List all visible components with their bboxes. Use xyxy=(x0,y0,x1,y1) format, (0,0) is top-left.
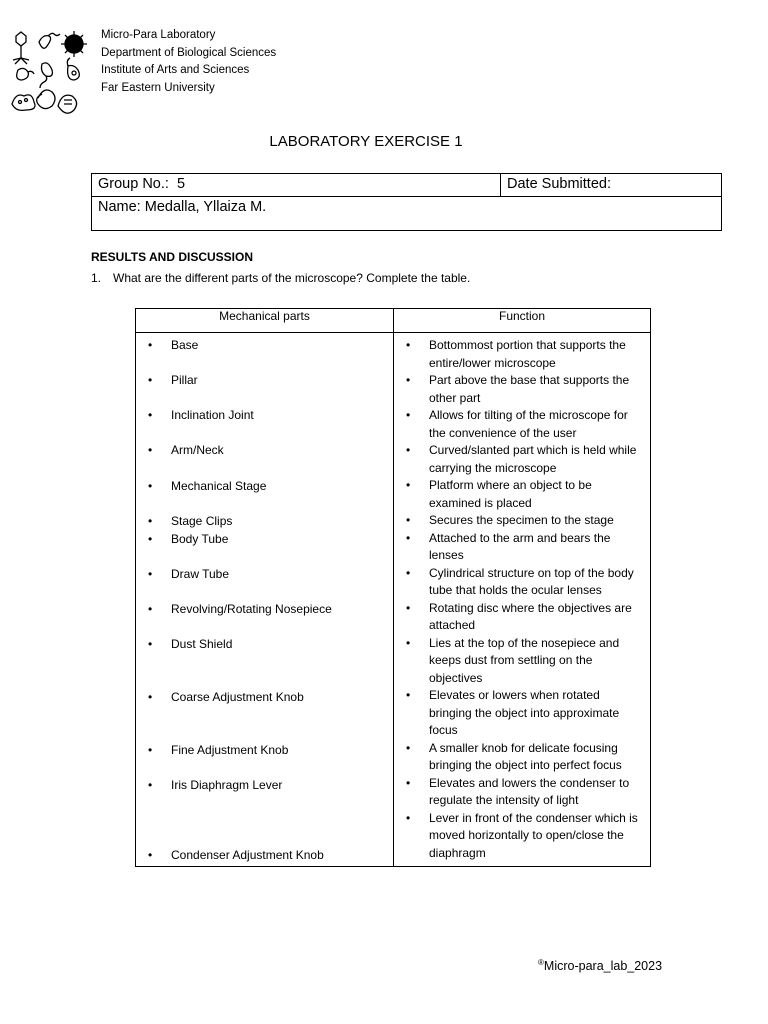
header-function: Function xyxy=(394,309,651,333)
copyright-footer xyxy=(538,958,662,973)
bullet-icon: • xyxy=(406,478,411,492)
function-item xyxy=(394,810,650,863)
header-mechanical-parts: Mechanical parts xyxy=(136,309,394,333)
part-label: Inclination Joint xyxy=(171,408,254,422)
bullet-icon: • xyxy=(148,689,153,704)
part-item xyxy=(136,636,393,689)
bullet-icon: • xyxy=(148,777,153,792)
function-text: A smaller knob for delicate focusing bringing the object into perfect focus xyxy=(429,740,622,772)
part-item xyxy=(136,847,393,865)
bullet-icon: • xyxy=(148,566,153,581)
group-cell xyxy=(92,174,501,197)
part-item xyxy=(136,513,393,531)
part-label: Dust Shield xyxy=(171,636,233,651)
function-item xyxy=(394,442,650,477)
function-text: Cylindrical structure on top of the body tube that holds the ocular lenses xyxy=(429,565,634,597)
part-item xyxy=(136,601,393,636)
part-label: Draw Tube xyxy=(171,566,230,581)
function-item xyxy=(394,600,650,635)
part-item xyxy=(136,531,393,566)
bullet-icon: • xyxy=(148,847,153,862)
bullet-icon: • xyxy=(148,514,153,528)
name-cell xyxy=(92,197,722,231)
function-item xyxy=(394,337,650,372)
part-label: Iris Diaphragm Lever xyxy=(171,777,283,792)
function-text: Rotating disc where the objectives are attached xyxy=(429,600,632,632)
function-item xyxy=(394,565,650,600)
bullet-icon: • xyxy=(148,373,153,387)
bullet-icon: • xyxy=(406,740,411,755)
header-line-university: Far Eastern University xyxy=(101,81,215,94)
part-label: Mechanical Stage xyxy=(171,479,267,493)
parts-column xyxy=(136,333,394,867)
part-label: Coarse Adjustment Knob xyxy=(171,689,304,704)
part-label: Arm/Neck xyxy=(171,443,224,457)
part-item xyxy=(136,372,393,407)
bullet-icon: • xyxy=(148,479,153,493)
bullet-icon: • xyxy=(148,531,153,546)
bullet-icon: • xyxy=(406,408,411,422)
part-label: Stage Clips xyxy=(171,514,233,528)
bullet-icon: • xyxy=(148,443,153,457)
function-text: Curved/slanted part which is held while carrying the microscope xyxy=(429,443,637,475)
bullet-icon: • xyxy=(148,636,153,651)
footer-text: Micro-para_lab_2023 xyxy=(543,959,663,974)
function-text: Allows for tilting of the microscope for the convenience of the user xyxy=(429,408,628,440)
bullet-icon: • xyxy=(406,530,411,545)
function-text: Part above the base that supports the other part xyxy=(429,373,630,405)
exercise-title: LABORATORY EXERCISE 1 xyxy=(269,133,463,150)
part-item xyxy=(136,442,393,478)
bullet-icon: • xyxy=(406,338,411,352)
bullet-icon: • xyxy=(148,338,153,352)
function-item xyxy=(394,372,650,407)
part-label: Revolving/Rotating Nosepiece xyxy=(171,601,332,616)
bullet-icon: • xyxy=(406,443,411,457)
date-label: Date Submitted: xyxy=(507,176,611,192)
bullet-icon: • xyxy=(148,601,153,616)
function-item xyxy=(394,635,650,688)
part-item xyxy=(136,689,393,742)
header-line-institute: Institute of Arts and Sciences xyxy=(101,64,250,76)
question-text: What are the different parts of the microscope? Complete the table. xyxy=(113,271,471,285)
function-text: Secures the specimen to the stage xyxy=(429,513,614,527)
function-item xyxy=(394,512,650,530)
function-item xyxy=(394,740,650,775)
function-text: Elevates or lowers when rotated bringing the object into approximate focus xyxy=(429,688,620,737)
microscope-parts-table xyxy=(135,308,651,867)
function-text: Lies at the top of the nosepiece and keeps dust from settling on the objectives xyxy=(429,635,620,685)
institution-header xyxy=(101,27,276,97)
part-item xyxy=(136,566,393,601)
date-cell xyxy=(501,174,722,197)
function-item xyxy=(394,530,650,565)
group-label: Group No.: xyxy=(98,176,169,192)
bullet-icon: • xyxy=(406,373,411,387)
bullet-icon: • xyxy=(406,810,411,825)
function-item xyxy=(394,407,650,442)
name-label: Name: xyxy=(98,199,141,215)
function-item xyxy=(394,477,650,512)
function-text: Lever in front of the condenser which is moved horizontally to open/close the diaphragm xyxy=(429,810,638,860)
registered-symbol: ® xyxy=(538,958,544,967)
bullet-icon: • xyxy=(406,775,411,790)
question-number: 1. xyxy=(91,271,102,285)
bullet-icon: • xyxy=(148,742,153,757)
part-item xyxy=(136,407,393,442)
question-1 xyxy=(91,271,470,285)
part-label: Pillar xyxy=(171,373,198,387)
bullet-icon: • xyxy=(406,635,411,650)
function-text: Bottommost portion that supports the entire/lower microscope xyxy=(429,338,626,370)
function-text: Platform where an object to be examined is placed xyxy=(429,478,592,510)
part-label: Condenser Adjustment Knob xyxy=(171,847,324,862)
bullet-icon: • xyxy=(406,600,411,615)
function-text: Attached to the arm and bears the lenses xyxy=(429,530,611,562)
part-item xyxy=(136,478,393,513)
part-label: Base xyxy=(171,338,199,352)
bullet-icon: • xyxy=(148,408,153,422)
section-heading: RESULTS AND DISCUSSION xyxy=(91,250,254,264)
function-item xyxy=(394,687,650,740)
microbes-logo-icon xyxy=(6,28,90,116)
part-label: Fine Adjustment Knob xyxy=(171,742,289,757)
part-label: Body Tube xyxy=(171,531,229,546)
bullet-icon: • xyxy=(406,688,411,702)
part-item xyxy=(136,337,393,372)
header-line-department: Department of Biological Sciences xyxy=(101,46,277,59)
header-line-lab: Micro-Para Laboratory xyxy=(101,29,216,41)
info-table xyxy=(91,173,722,231)
name-value: Medalla, Yllaiza M. xyxy=(144,199,267,215)
group-value: 5 xyxy=(176,176,186,192)
bullet-icon: • xyxy=(406,565,411,580)
bullet-icon: • xyxy=(406,513,411,527)
part-item xyxy=(136,777,393,847)
function-item xyxy=(394,775,650,810)
part-item xyxy=(136,742,393,777)
function-text: Elevates and lowers the condenser to regulate the intensity of light xyxy=(429,775,630,807)
functions-column xyxy=(394,333,651,867)
